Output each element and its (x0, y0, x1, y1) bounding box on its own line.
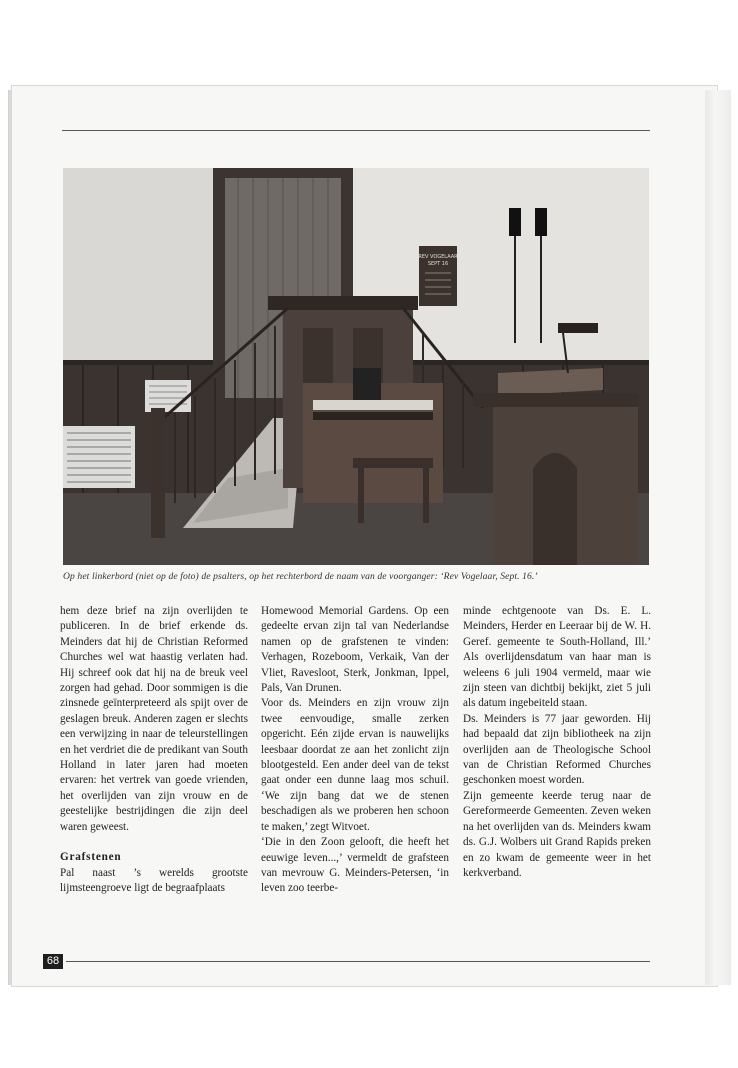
header-rule (62, 130, 650, 131)
page-right-edge (705, 90, 731, 985)
column-1-paragraph-2: Pal naast ’s werelds grootste lijmsteengroeve ligt de begraafplaats (60, 866, 248, 894)
hymn-board-line2: SEPT 16 (427, 261, 449, 267)
column-2-paragraph-1: Homewood Memorial Gardens. Op een gedeelte ervan zijn tal van Nederlandse namen op de grafstenen te vinden: Verhagen, Rozeboom, Verkaik, Van der Vliet, Ravesloot, Sterk, Jonkman, Ippel, Pals, Van Drunen. (261, 605, 449, 695)
column-3-paragraph-2: Ds. Meinders is 77 jaar geworden. Hij had bepaald dat zijn bibliotheek na zijn overlijden aan de Theologische School van de Christian Reformed Churches geschonken moest worden. (463, 712, 651, 787)
section-heading-grafstenen: Grafstenen (60, 851, 122, 864)
column-2-paragraph-3: ‘Die in den Zoon gelooft, die heeft het eeuwige leven...,’ vermeldt de grafsteen van mevrouw G. Meinders-Petersen, ‘in leven zoo teerbe- (261, 836, 449, 895)
column-3-paragraph-3: Zijn gemeente keerde terug naar de Gereformeerde Gemeenten. Zeven weken na het overlijden van ds. Meinders kwam ds. G.J. Wolbers uit Grand Rapids preken en zo kwam de gemeente weer in het kerkverband. (463, 789, 651, 879)
hymn-board-line1: REV VOGELAAR (418, 254, 458, 260)
photo-caption: Op het linkerbord (niet op de foto) de psalters, op het rechterbord de naam van de voorganger: ‘Rev Vogelaar, Sept. 16.’ (63, 571, 538, 582)
photo-pulpit (63, 168, 649, 565)
photo-illustration (63, 168, 649, 565)
text-column-1 (60, 604, 248, 896)
column-1-paragraph-1: hem deze brief na zijn overlijden te publiceren. In de brief erkende ds. Meinders dat hij de Christian Reformed Churches wel wat haastig verlaten had. Hij schreef ook dat hij na de breuk veel zorgen had gehad. Door sommigen is die zinsnede geïnterpreteerd als spijt over de geslagen breuk. Anderen zagen er slechts een verwijzing in naar de teleurstellingen en het verdriet die de predikant van South Holland in later jaren had moeten ervaren: het vertrek van goede vrienden, het overlijden van zijn vrouw en de geestelijke bestrijdingen die zijn deel waren geweest. (60, 605, 248, 833)
page-number: 68 (43, 954, 63, 969)
footer-rule (66, 961, 650, 962)
text-column-3 (463, 604, 651, 881)
text-column-2 (261, 604, 449, 897)
column-2-paragraph-2: Voor ds. Meinders en zijn vrouw zijn twee eenvoudige, smalle zerken opgericht. Eén zijde ervan is nauwelijks leesbaar doordat ze aan het zonlicht zijn blootgesteld. Een ander deel van de tekst gaat onder een dunne laag mos schuil. ‘We zijn bang dat we de stenen beschadigen als we proberen hen schoon te maken,’ zegt Witvoet. (261, 697, 449, 833)
column-3-paragraph-1: minde echtgenoote van Ds. E. L. Meinders, Herder en Leeraar bij de W. H. Geref. gemeente te South-Holland, Ill.’ Als overlijdensdatum van haar man is weleens 6 juli 1904 vermeld, maar wie zijn steen van dichtbij bekijkt, ziet 5 juli als datum ingebeiteld staan. (463, 605, 651, 710)
